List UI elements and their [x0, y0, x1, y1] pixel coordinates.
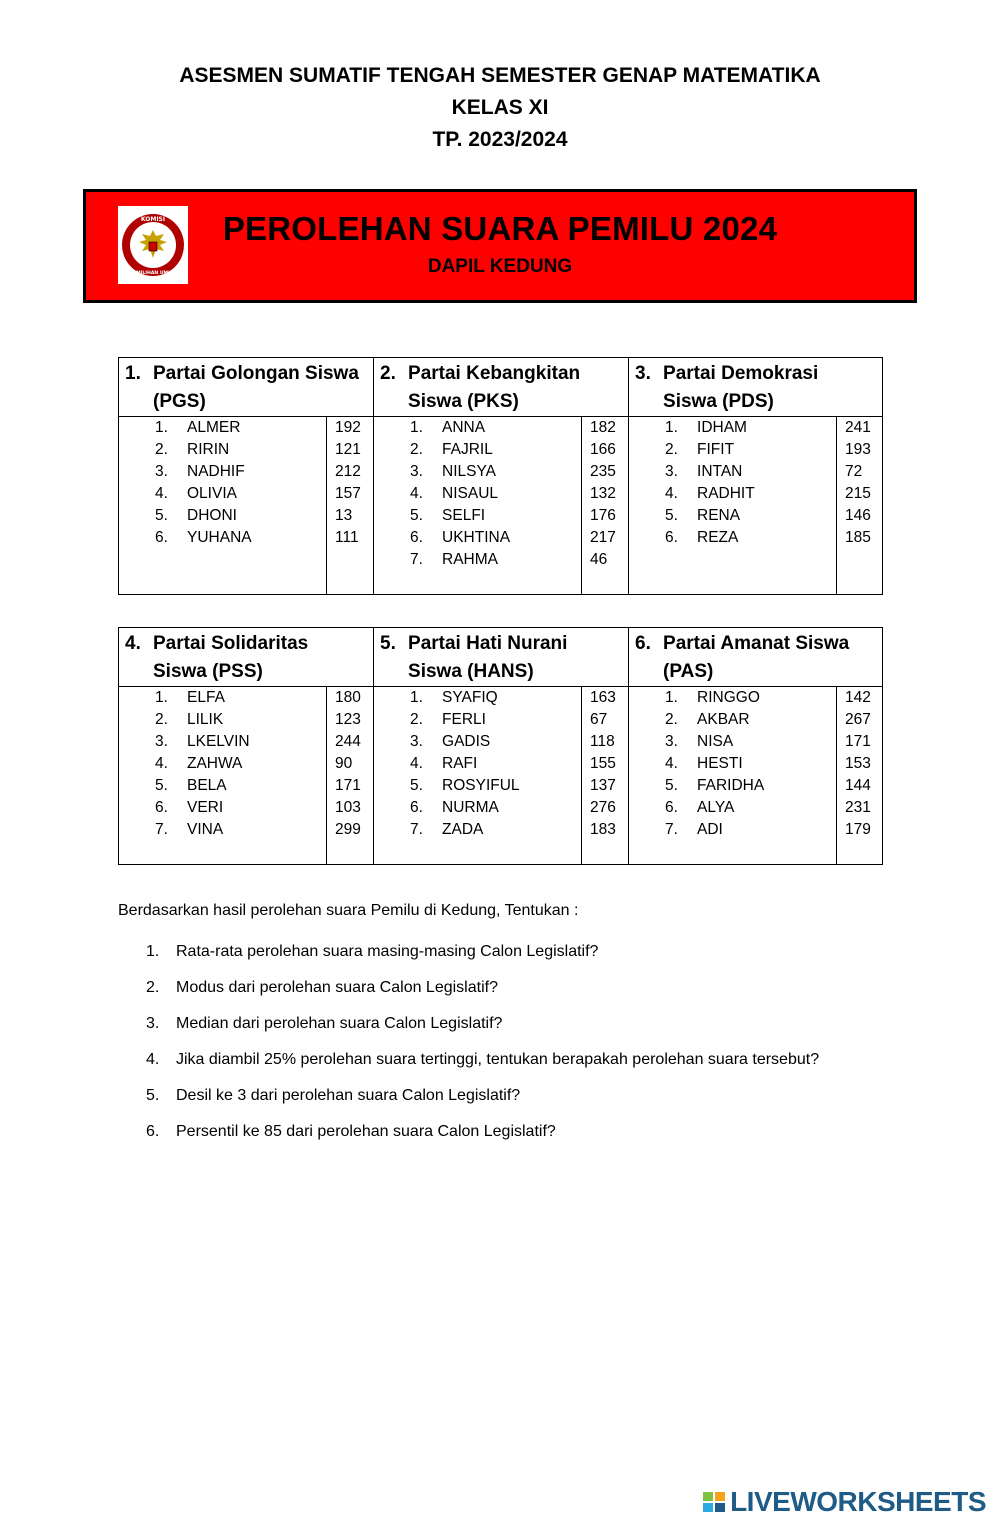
- candidate-number: 3.: [665, 733, 678, 750]
- vote-count: 111: [335, 529, 359, 546]
- candidate-row: [629, 439, 836, 461]
- vote-count: 153: [845, 755, 871, 772]
- candidate-name: ROSYIFUL: [442, 777, 520, 794]
- question-item: 3. Median dari perolehan suara Calon Legislatif?: [146, 1015, 503, 1032]
- candidate-name: SYAFIQ: [442, 689, 498, 706]
- candidate-list: [374, 417, 582, 595]
- candidate-number: 4.: [410, 485, 423, 502]
- candidate-name: YUHANA: [187, 529, 252, 546]
- vote-count: 103: [335, 799, 361, 816]
- candidate-name: ANNA: [442, 419, 486, 436]
- party-header-hans: 5. Partai Hati Nurani Siswa (HANS): [374, 628, 629, 687]
- vote-count: 241: [845, 419, 871, 436]
- candidate-row: [629, 687, 836, 709]
- vote-count: 163: [590, 689, 616, 706]
- candidate-number: 4.: [155, 485, 168, 502]
- candidate-number: 5.: [665, 507, 678, 524]
- candidate-row: [629, 731, 836, 753]
- candidate-row: [119, 819, 326, 841]
- candidate-number: 5.: [410, 507, 423, 524]
- candidate-number: 6.: [665, 529, 678, 546]
- candidate-number: 7.: [410, 551, 423, 568]
- banner-title: PEROLEHAN SUARA PEMILU 2024: [222, 210, 778, 247]
- candidate-name: RIRIN: [187, 441, 230, 458]
- candidate-row: [119, 461, 326, 483]
- candidate-name: RADHIT: [697, 485, 755, 502]
- vote-count: 121: [335, 441, 361, 458]
- candidate-name: NURMA: [442, 799, 499, 816]
- vote-count: 146: [845, 507, 871, 524]
- vote-list: [837, 687, 883, 865]
- candidate-row: [119, 753, 326, 775]
- vote-count: 267: [845, 711, 871, 728]
- vote-count: 193: [845, 441, 871, 458]
- candidate-row: [374, 417, 581, 439]
- candidate-row: [629, 461, 836, 483]
- candidate-number: 4.: [665, 755, 678, 772]
- vote-count: 171: [335, 777, 361, 794]
- candidate-number: 6.: [665, 799, 678, 816]
- questions-section: [118, 898, 878, 1150]
- candidate-row: [374, 819, 581, 841]
- candidate-number: 3.: [410, 463, 423, 480]
- vote-list: [837, 417, 883, 595]
- candidate-row: [119, 527, 326, 549]
- vote-count: 244: [335, 733, 361, 750]
- candidate-number: 3.: [410, 733, 423, 750]
- vote-count: 171: [845, 733, 871, 750]
- candidate-row: [374, 797, 581, 819]
- vote-count: 166: [590, 441, 616, 458]
- candidate-list: [119, 417, 327, 595]
- vote-count: 90: [335, 755, 353, 772]
- candidate-row: [374, 753, 581, 775]
- candidate-number: 5.: [155, 777, 168, 794]
- candidate-name: IDHAM: [697, 419, 747, 436]
- question-item: 1. Rata-rata perolehan suara masing-masing Calon Legislatif?: [146, 943, 599, 960]
- svg-text:PEMILIHAN UMUM: PEMILIHAN UMUM: [129, 271, 177, 276]
- candidate-row: [374, 505, 581, 527]
- vote-count: 217: [590, 529, 616, 546]
- candidate-name: OLIVIA: [187, 485, 237, 502]
- candidate-row: [119, 731, 326, 753]
- candidate-name: SELFI: [442, 507, 486, 524]
- candidate-number: 2.: [665, 441, 678, 458]
- vote-count: 118: [590, 733, 615, 750]
- candidate-name: GADIS: [442, 733, 491, 750]
- candidate-row: [119, 483, 326, 505]
- candidate-number: 2.: [665, 711, 678, 728]
- vote-count: 176: [590, 507, 616, 524]
- candidate-name: ZAHWA: [187, 755, 243, 772]
- candidate-number: 7.: [665, 821, 678, 838]
- candidate-number: 1.: [665, 419, 678, 436]
- candidate-row: [629, 417, 836, 439]
- vote-count: 182: [590, 419, 616, 436]
- candidate-name: FERLI: [442, 711, 486, 728]
- candidate-name: NADHIF: [187, 463, 245, 480]
- title-banner: [83, 189, 917, 303]
- vote-count: 192: [335, 419, 361, 436]
- vote-count: 183: [590, 821, 616, 838]
- watermark-text: LIVEWORKSHEETS: [730, 1486, 986, 1517]
- vote-count: 132: [590, 485, 616, 502]
- vote-count: 185: [845, 529, 871, 546]
- vote-count: 13: [335, 507, 353, 524]
- candidate-number: 6.: [410, 529, 423, 546]
- candidate-number: 3.: [155, 463, 168, 480]
- candidate-name: ALMER: [187, 419, 241, 436]
- candidate-name: NISA: [697, 733, 734, 750]
- vote-count: 299: [335, 821, 361, 838]
- candidate-row: [629, 819, 836, 841]
- candidate-name: VERI: [187, 799, 224, 816]
- vote-count: 179: [845, 821, 871, 838]
- vote-count: 180: [335, 689, 361, 706]
- candidate-list: [629, 687, 837, 865]
- candidate-row: [374, 461, 581, 483]
- vote-count: 72: [845, 463, 863, 480]
- vote-count: 157: [335, 485, 361, 502]
- vote-count: 67: [590, 711, 608, 728]
- candidate-name: VINA: [187, 821, 224, 838]
- vote-list: [327, 417, 374, 595]
- candidate-row: [629, 709, 836, 731]
- candidate-row: [374, 709, 581, 731]
- candidate-name: FARIDHA: [697, 777, 765, 794]
- candidate-number: 1.: [665, 689, 678, 706]
- party-header-pgs: 1. Partai Golongan Siswa (PGS): [119, 358, 374, 417]
- candidate-name: NISAUL: [442, 485, 499, 502]
- header-year: TP. 2023/2024: [432, 128, 568, 151]
- candidate-name: RENA: [697, 507, 741, 524]
- candidate-name: REZA: [697, 529, 739, 546]
- questions-list: [118, 934, 878, 1150]
- party-header-pas: 6. Partai Amanat Siswa (PAS): [629, 628, 883, 687]
- question-item: 6. Persentil ke 85 dari perolehan suara Calon Legislatif?: [146, 1123, 556, 1140]
- vote-count: 155: [590, 755, 616, 772]
- question-item: 2. Modus dari perolehan suara Calon Legislatif?: [146, 979, 498, 996]
- banner-subtitle: DAPIL KEDUNG: [427, 256, 573, 277]
- candidate-name: AKBAR: [697, 711, 750, 728]
- candidate-row: [119, 709, 326, 731]
- candidate-row: [374, 483, 581, 505]
- vote-list: [582, 687, 629, 865]
- candidate-number: 7.: [410, 821, 423, 838]
- svg-text:KOMISI: KOMISI: [140, 216, 166, 223]
- candidate-number: 2.: [155, 441, 168, 458]
- candidate-number: 1.: [155, 689, 168, 706]
- liveworksheets-watermark[interactable]: [702, 1486, 986, 1518]
- liveworksheets-logo-icon: [702, 1490, 726, 1514]
- candidate-name: ADI: [697, 821, 723, 838]
- vote-count: 144: [845, 777, 871, 794]
- candidate-row: [374, 527, 581, 549]
- question-item: 4. Jika diambil 25% perolehan suara tertinggi, tentukan berapakah perolehan suara tersebut?: [146, 1051, 820, 1068]
- candidate-row: [629, 483, 836, 505]
- candidate-row: [629, 797, 836, 819]
- candidate-name: ALYA: [697, 799, 735, 816]
- candidate-name: UKHTINA: [442, 529, 511, 546]
- candidate-number: 2.: [410, 441, 423, 458]
- candidate-number: 6.: [410, 799, 423, 816]
- vote-count: 123: [335, 711, 361, 728]
- vote-list: [327, 687, 374, 865]
- candidate-number: 6.: [155, 529, 168, 546]
- candidate-name: RAFI: [442, 755, 478, 772]
- vote-count: 231: [845, 799, 871, 816]
- candidate-name: FIFIT: [697, 441, 735, 458]
- party-header-pds: 3. Partai Demokrasi Siswa (PDS): [629, 358, 883, 417]
- party-table-bottom: [118, 627, 883, 865]
- candidate-list: [119, 687, 327, 865]
- candidate-row: [629, 775, 836, 797]
- question-item: 5. Desil ke 3 dari perolehan suara Calon Legislatif?: [146, 1087, 521, 1104]
- candidate-row: [374, 731, 581, 753]
- candidate-row: [374, 549, 581, 571]
- candidate-number: 7.: [155, 821, 168, 838]
- candidate-name: RINGGO: [697, 689, 760, 706]
- candidate-number: 5.: [410, 777, 423, 794]
- candidate-row: [119, 797, 326, 819]
- candidate-name: LILIK: [187, 711, 224, 728]
- candidate-row: [374, 775, 581, 797]
- candidate-name: FAJRIL: [442, 441, 493, 458]
- party-header-pks: 2. Partai Kebangkitan Siswa (PKS): [374, 358, 629, 417]
- candidate-name: ZADA: [442, 821, 484, 838]
- candidate-number: 4.: [665, 485, 678, 502]
- candidate-name: HESTI: [697, 755, 743, 772]
- candidate-number: 1.: [155, 419, 168, 436]
- candidate-name: NILSYA: [442, 463, 497, 480]
- candidate-name: LKELVIN: [187, 733, 250, 750]
- candidate-name: ELFA: [187, 689, 225, 706]
- document-header: [0, 60, 1000, 156]
- party-table-top: [118, 357, 883, 595]
- candidate-number: 1.: [410, 419, 423, 436]
- candidate-number: 4.: [155, 755, 168, 772]
- candidate-list: [374, 687, 582, 865]
- vote-count: 142: [845, 689, 871, 706]
- candidate-row: [119, 687, 326, 709]
- candidate-row: [629, 527, 836, 549]
- vote-count: 235: [590, 463, 616, 480]
- candidate-number: 2.: [155, 711, 168, 728]
- candidate-number: 5.: [155, 507, 168, 524]
- vote-count: 276: [590, 799, 616, 816]
- header-title: ASESMEN SUMATIF TENGAH SEMESTER GENAP MATEMATIKA: [179, 64, 821, 87]
- candidate-row: [119, 417, 326, 439]
- vote-count: 212: [335, 463, 361, 480]
- candidate-number: 3.: [665, 463, 678, 480]
- questions-intro: Berdasarkan hasil perolehan suara Pemilu di Kedung, Tentukan :: [118, 902, 579, 919]
- candidate-name: INTAN: [697, 463, 743, 480]
- candidate-row: [374, 439, 581, 461]
- party-header-pss: 4. Partai Solidaritas Siswa (PSS): [119, 628, 374, 687]
- candidate-number: 2.: [410, 711, 423, 728]
- vote-count: 137: [590, 777, 616, 794]
- candidate-number: 5.: [665, 777, 678, 794]
- candidate-number: 3.: [155, 733, 168, 750]
- candidate-name: RAHMA: [442, 551, 498, 568]
- candidate-row: [119, 505, 326, 527]
- header-class: KELAS XI: [451, 96, 549, 119]
- candidate-name: BELA: [187, 777, 227, 794]
- candidate-number: 1.: [410, 689, 423, 706]
- candidate-row: [119, 775, 326, 797]
- candidate-number: 6.: [155, 799, 168, 816]
- candidate-list: [629, 417, 837, 595]
- vote-count: 46: [590, 551, 608, 568]
- candidate-row: [374, 687, 581, 709]
- candidate-row: [119, 439, 326, 461]
- vote-list: [582, 417, 629, 595]
- candidate-row: [629, 753, 836, 775]
- candidate-name: DHONI: [187, 507, 237, 524]
- candidate-number: 4.: [410, 755, 423, 772]
- candidate-row: [629, 505, 836, 527]
- vote-count: 215: [845, 485, 871, 502]
